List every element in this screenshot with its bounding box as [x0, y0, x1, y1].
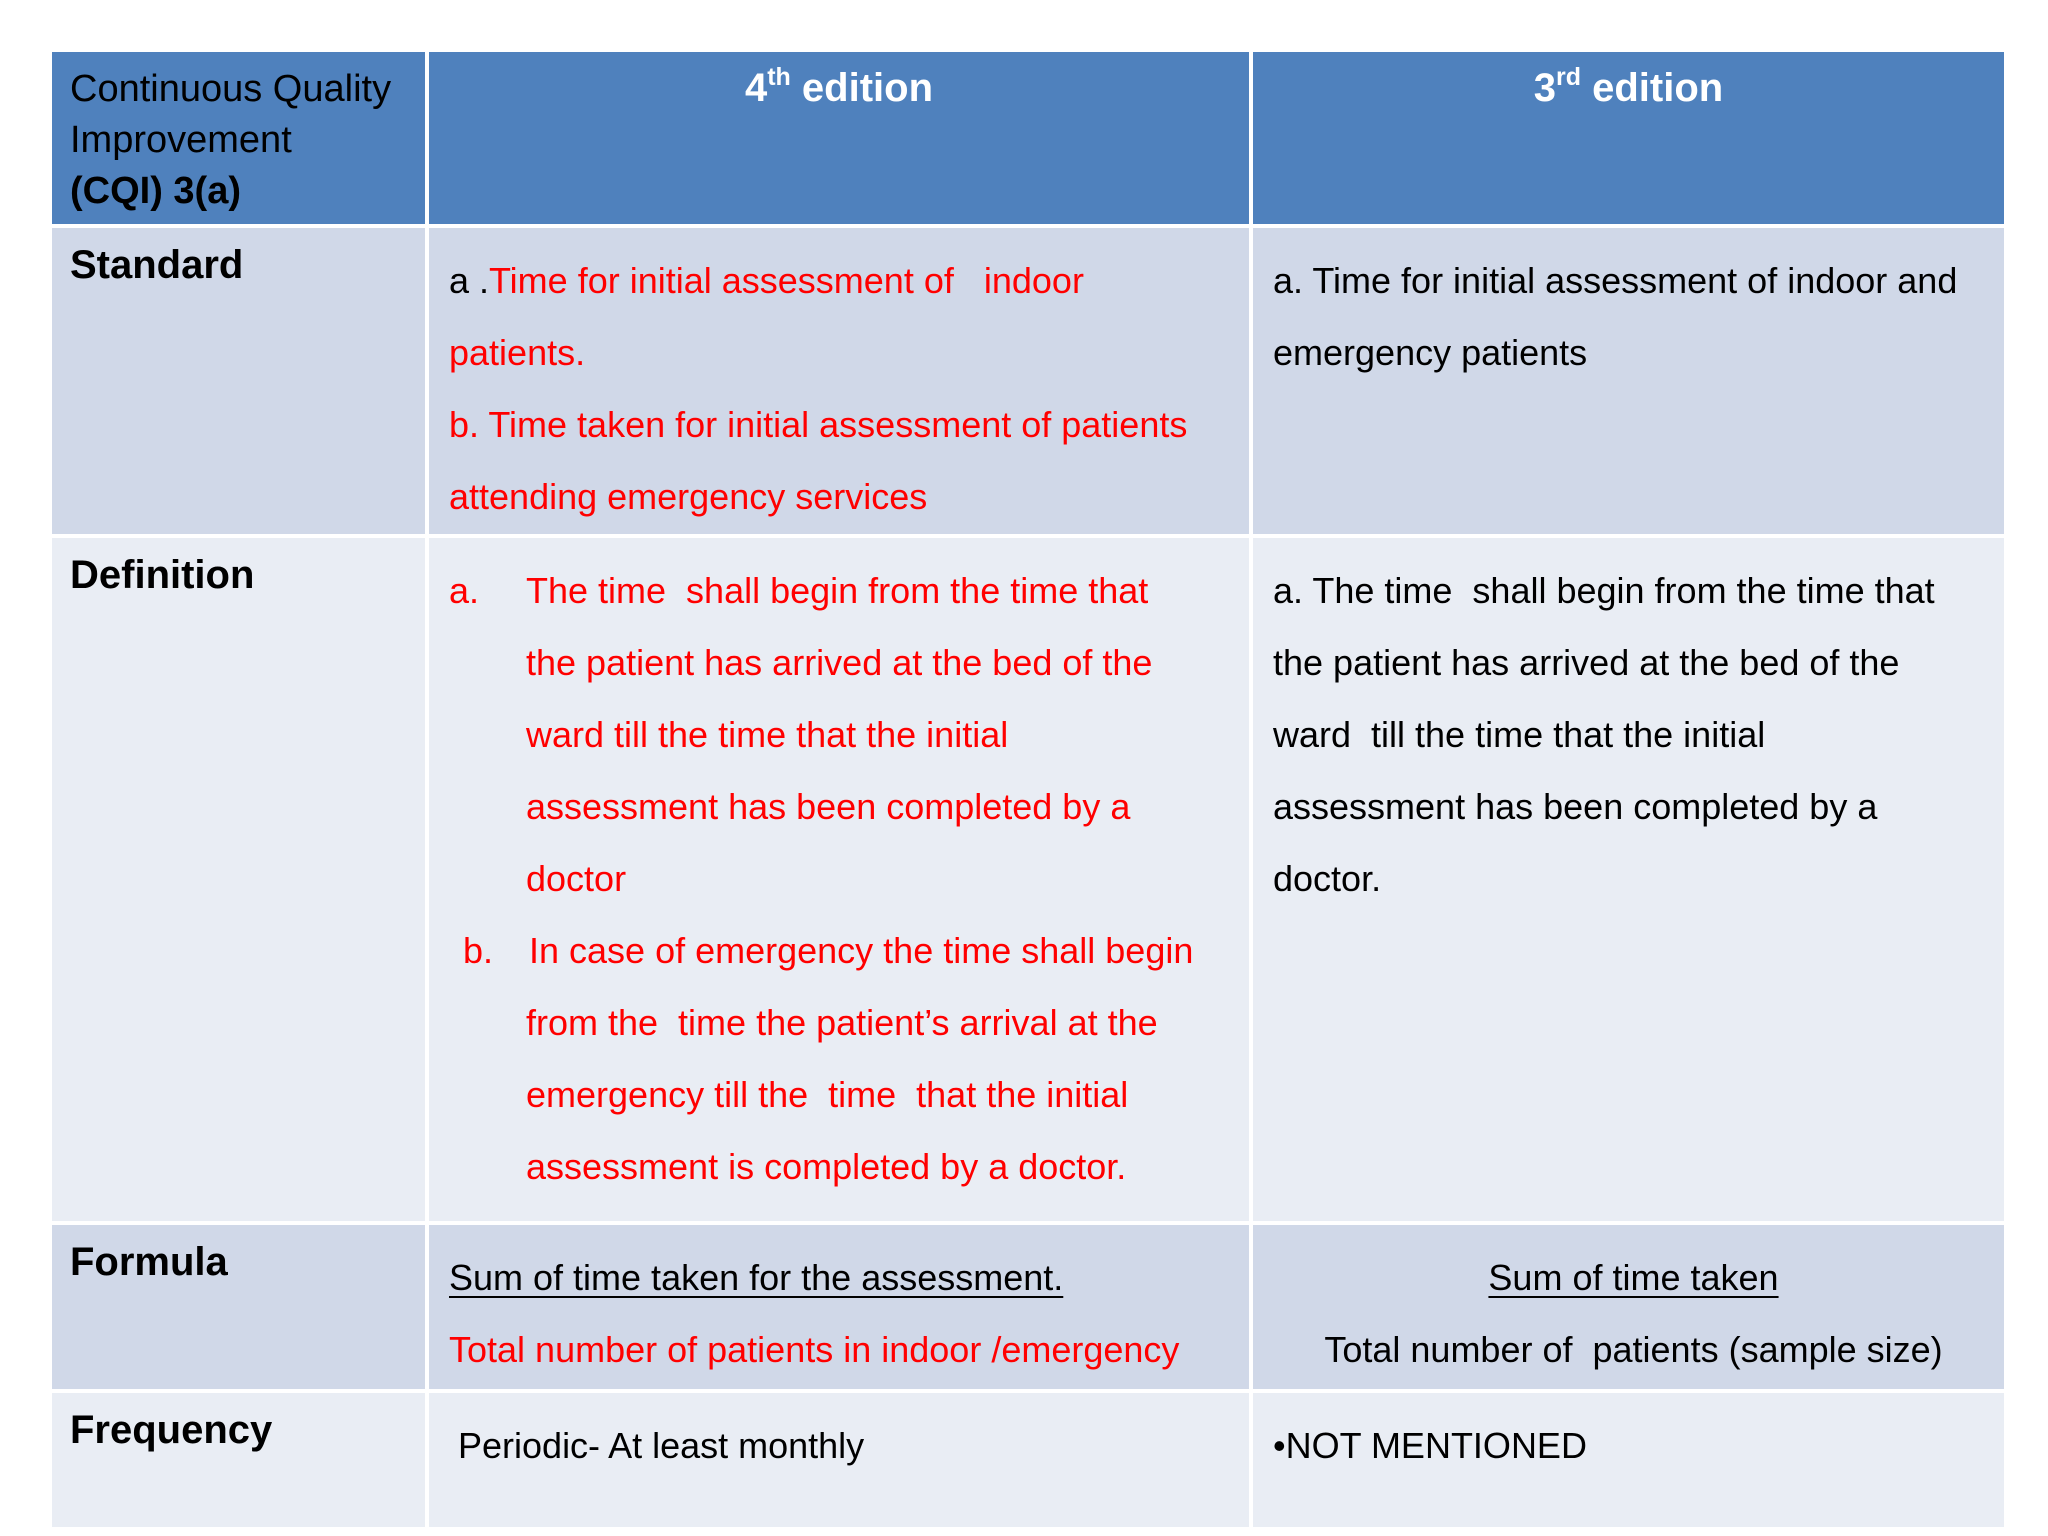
header-4th-edition: [429, 52, 1249, 224]
header-3rd-edition: [1253, 52, 2004, 224]
frequency-3rd-cell: [1253, 1393, 2004, 1527]
col-heading-3rd: [1253, 52, 2004, 111]
standard-4th-a-line2: patients.: [449, 332, 586, 373]
definition-4th-b-line: from the time the patient’s arrival at the: [526, 1002, 1158, 1043]
row-label-standard: Standard: [70, 243, 244, 287]
standard-4th-cell: [429, 228, 1249, 534]
definition-4th-b-marker: b.: [463, 930, 494, 971]
standard-4th-b-line1: b. Time taken for initial assessment of patients: [449, 404, 1188, 445]
definition-3rd-cell: [1253, 538, 2004, 1221]
formula-4th-denominator: Total number of patients in indoor /emergency: [449, 1329, 1180, 1370]
standard-4th-a-prefix: a .: [449, 260, 490, 301]
row-label-cell-frequency: [52, 1393, 425, 1527]
row-label-cell-formula: [52, 1225, 425, 1389]
formula-3rd-denominator: Total number of patients (sample size): [1324, 1329, 1943, 1370]
definition-3rd-line: assessment has been completed by a: [1273, 786, 1878, 827]
formula-3rd-cell: [1253, 1225, 2004, 1389]
col-heading-3rd-word: edition: [1581, 66, 1724, 110]
formula-4th-numerator: [449, 1242, 1239, 1314]
row-label-definition: Definition: [70, 553, 255, 597]
standard-4th-b-line2: attending emergency services: [449, 476, 928, 517]
formula-4th-cell: [429, 1225, 1249, 1389]
formula-3rd-numerator: [1273, 1242, 1994, 1314]
standard-4th-a: [449, 245, 1239, 317]
standard-3rd-cell: [1253, 228, 2004, 534]
row-label-cell-definition: [52, 538, 425, 1221]
formula-4th-numerator-text: Sum of time taken for the assessment.: [449, 1257, 1064, 1298]
definition-3rd-line: ward till the time that the initial: [1273, 714, 1766, 755]
col-heading-3rd-num: 3: [1533, 66, 1557, 110]
col-heading-4th: [429, 52, 1249, 111]
definition-4th-a-line: assessment has been completed by a: [526, 786, 1131, 827]
definition-4th-b-line: emergency till the time that the initial: [526, 1074, 1129, 1115]
definition-4th-a-line: doctor: [526, 858, 627, 899]
definition-4th-a-line: ward till the time that the initial: [526, 714, 1009, 755]
cqi-title-line3: (CQI) 3(a): [70, 170, 241, 212]
standard-3rd-line1: a. Time for initial assessment of indoor and: [1273, 260, 1958, 301]
definition-3rd-line: the patient has arrived at the bed of the: [1273, 642, 1900, 683]
definition-4th-b-line: assessment is completed by a doctor.: [526, 1146, 1127, 1187]
cqi-title: [52, 52, 425, 217]
cqi-title-line1: Continuous Quality: [70, 68, 392, 110]
frequency-3rd-value: •NOT MENTIONED: [1273, 1425, 1587, 1466]
standard-3rd-line2: emergency patients: [1273, 332, 1588, 373]
definition-3rd-line: a. The time shall begin from the time that: [1273, 570, 1935, 611]
definition-4th-a-line: The time shall begin from the time that: [526, 570, 1149, 611]
frequency-4th-cell: [429, 1393, 1249, 1527]
col-heading-4th-word: edition: [790, 66, 934, 110]
cqi-title-line2: Improvement: [70, 119, 292, 161]
definition-4th-a-marker: a.: [449, 570, 480, 611]
standard-4th-a-line1: Time for initial assessment of indoor: [489, 260, 1084, 301]
col-heading-3rd-sup: rd: [1556, 63, 1582, 91]
definition-4th-a-line: the patient has arrived at the bed of the: [526, 642, 1153, 683]
frequency-4th-value: Periodic- At least monthly: [458, 1425, 865, 1466]
header-corner-cell: [52, 52, 425, 224]
definition-3rd-line: doctor.: [1273, 858, 1382, 899]
col-heading-4th-num: 4: [744, 66, 768, 110]
row-label-cell-standard: [52, 228, 425, 534]
definition-4th-b-line: In case of emergency the time shall begin: [529, 930, 1194, 971]
definition-4th-item-a: [449, 555, 1239, 915]
formula-3rd-numerator-text: Sum of time taken: [1488, 1257, 1779, 1298]
row-label-formula: Formula: [70, 1240, 228, 1284]
row-label-frequency: Frequency: [70, 1408, 273, 1452]
comparison-table: [52, 52, 1996, 1527]
definition-4th-cell: [429, 538, 1249, 1221]
col-heading-4th-sup: th: [767, 63, 791, 91]
definition-4th-item-b: [449, 915, 1239, 1203]
